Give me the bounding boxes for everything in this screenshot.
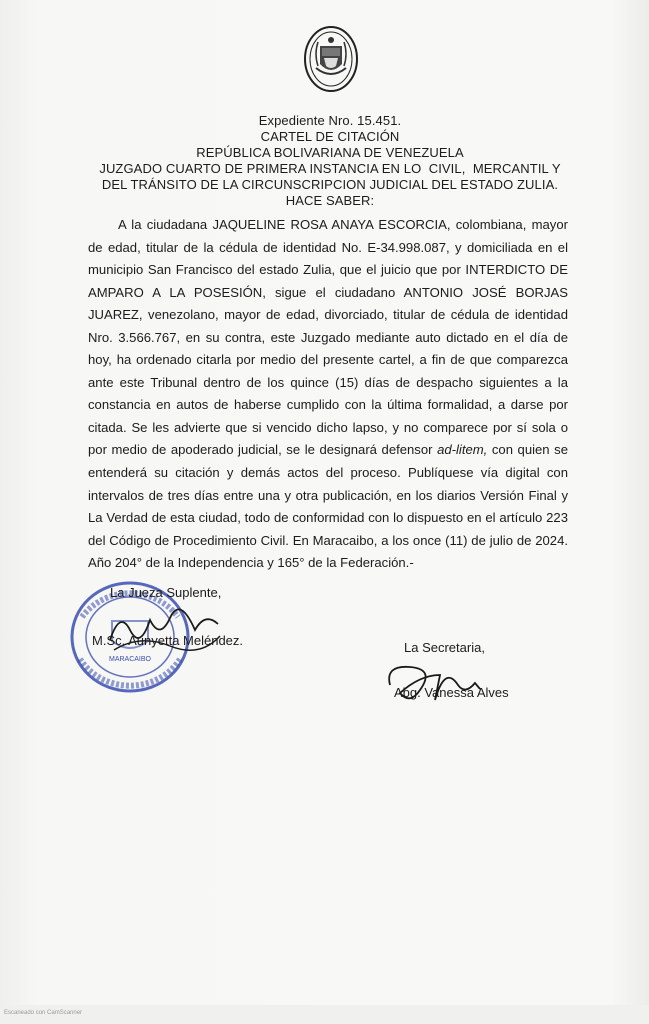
ad-litem-term: ad-litem,: [437, 442, 488, 458]
citation-paragraph: A la ciudadana JAQUELINE ROSA ANAYA ESCORCIA, colombiana, mayor de edad, titular de la cédula de identidad No. E-34.998.087, y domiciliada en el municipio San Francisco del estado Zulia, que el juicio que por INTERDICTO DE AMPARO A LA POSESIÓN, sigue el ciudadano ANTONIO JOSÉ BORJAS JUAREZ, venezolano, mayor de edad, divorciado, titular de cédula de identidad Nro. 3.566.767, en su contra, este Juzgado mediante auto dictado en el día de hoy, ha ordenado citarla por medio del presente cartel, a fin de que comparezca ante este Tribunal dentro de los quince (15) días de despacho siguientes a la constancia en autos de haberse cumplido con la última formalidad, a darse por citada. Se les advierte que si vencido dicho lapso, y no comparece por sí sola o por medio de apoderado judicial, se le designará defensor ad-litem, con quien se entenderá su citación y demás actos del proceso. Publíquese vía digital con intervalos de tres días entre una y otra publicación, en los diarios Versión Final y La Verdad de esta ciudad, todo de conformidad con lo dispuesto en el artículo 223 del Código de Procedimiento Civil. En Maracaibo, a los once (11) de julio de 2024. Año 204° de la Independencia y 165° de la Federación.-: [88, 217, 568, 571]
secretaria-title: La Secretaria,: [404, 640, 485, 655]
scanner-watermark: Escaneado con CamScanner: [4, 1010, 83, 1016]
document-body: [88, 214, 568, 575]
republic-name: REPÚBLICA BOLIVARIANA DE VENEZUELA: [196, 145, 464, 160]
secretaria-name: Abg. Vanessa Alves: [394, 685, 509, 700]
court-name-line-2: DEL TRÁNSITO DE LA CIRCUNSCRIPCION JUDICIAL DEL ESTADO ZULIA.: [101, 177, 559, 192]
court-name-line-1: JUZGADO CUARTO DE PRIMERA INSTANCIA EN LO CIVIL, MERCANTIL Y: [99, 161, 561, 176]
jueza-signature-icon: [100, 600, 230, 660]
jueza-title: La Jueza Suplente,: [110, 585, 222, 600]
document-header: [60, 113, 600, 209]
jueza-name: M.Sc. Aunyetta Meléndez.: [92, 633, 244, 648]
scan-bottom-edge: [0, 1005, 649, 1024]
jueza-signature-block: [92, 585, 244, 648]
expediente-number: Expediente Nro. 15.451.: [258, 113, 402, 128]
coat-of-arms-seal-icon: [302, 24, 360, 94]
stamp-city: MARACAIBO: [108, 656, 152, 663]
cartel-title: CARTEL DE CITACIÓN: [260, 129, 400, 144]
secretaria-signature-block: [394, 640, 509, 700]
hace-saber: HACE SABER:: [285, 193, 375, 208]
